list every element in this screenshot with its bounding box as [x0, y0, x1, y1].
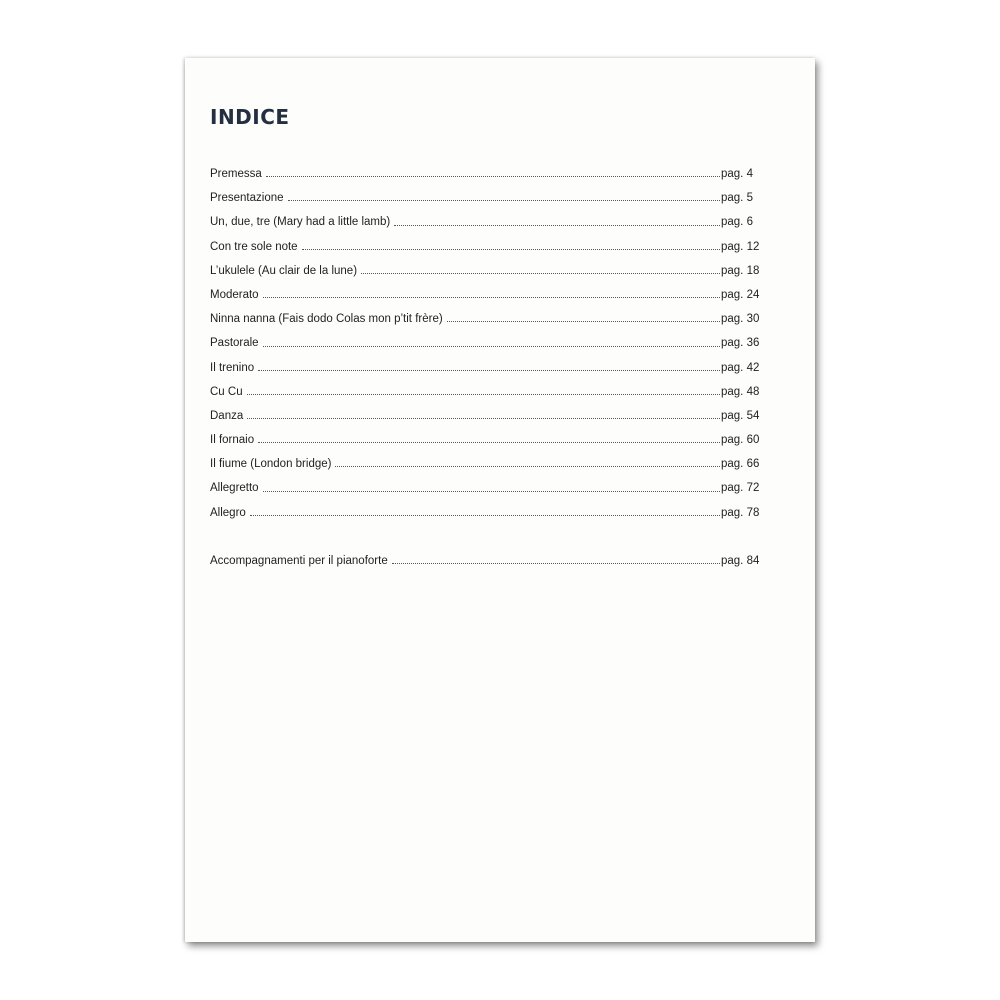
dot-leader [392, 563, 720, 564]
toc-entry-page: pag. 48 [721, 385, 760, 398]
dot-leader [258, 370, 720, 371]
toc-entry-page: pag. 18 [721, 264, 760, 277]
document-page [185, 58, 815, 942]
toc-entry-page: pag. 78 [721, 506, 760, 519]
toc-entry-page: pag. 66 [721, 458, 760, 471]
toc-entry [210, 404, 766, 428]
dot-leader [335, 466, 720, 467]
section-spacer [210, 525, 766, 549]
toc-entry [210, 235, 766, 259]
dot-leader [247, 418, 720, 419]
toc-entry [210, 356, 766, 380]
table-of-contents [210, 162, 766, 573]
toc-entry [210, 428, 766, 452]
toc-entry-page: pag. 54 [721, 409, 760, 422]
dot-leader [288, 200, 720, 201]
dot-leader [361, 273, 720, 274]
dot-leader [263, 346, 720, 347]
toc-entry-page: pag. 60 [721, 434, 760, 447]
toc-entry-page: pag. 72 [721, 482, 760, 495]
toc-entry [210, 210, 766, 234]
toc-entry-page: pag. 30 [721, 313, 760, 326]
dot-leader [266, 176, 720, 177]
toc-entry-page: pag. 5 [721, 192, 753, 205]
toc-entry-page: pag. 4 [721, 168, 753, 180]
toc-entry [210, 380, 766, 404]
dot-leader [247, 394, 720, 395]
toc-entry-page: pag. 84 [721, 554, 760, 567]
dot-leader [447, 321, 720, 322]
toc-entry-title: Allegro [210, 506, 246, 519]
toc-entry [210, 283, 766, 307]
toc-entry-title: Allegretto [210, 482, 259, 495]
toc-appendix-entry [210, 549, 766, 573]
dot-leader [258, 442, 720, 443]
toc-entry-title: Premessa [210, 168, 262, 180]
toc-entry-page: pag. 42 [721, 361, 760, 374]
dot-leader [250, 515, 720, 516]
toc-entry-title: Pastorale [210, 337, 259, 350]
toc-entry-title: Cu Cu [210, 385, 243, 398]
toc-entry-title: Moderato [210, 288, 259, 301]
page-title: INDICE [210, 105, 290, 129]
toc-entry-page: pag. 6 [721, 216, 753, 229]
toc-entry-title: Il fornaio [210, 434, 255, 447]
toc-entry-page: pag. 12 [721, 240, 760, 253]
toc-entry [210, 452, 766, 476]
toc-entry [210, 186, 766, 210]
dot-leader [263, 491, 720, 492]
toc-entry [210, 259, 766, 283]
dot-leader [263, 297, 720, 298]
toc-entry-title: Il fiume (London bridge) [210, 458, 332, 471]
toc-entry [210, 331, 766, 355]
dot-leader [394, 225, 720, 226]
toc-entry [210, 476, 766, 500]
toc-entry-title: Il trenino [210, 361, 255, 374]
toc-entry-title: Un, due, tre (Mary had a little lamb) [210, 216, 391, 229]
dot-leader [302, 249, 720, 250]
toc-entry-page: pag. 36 [721, 337, 760, 350]
toc-entry-page: pag. 24 [721, 288, 760, 301]
toc-entry-title: Presentazione [210, 192, 284, 205]
toc-entry [210, 162, 766, 186]
toc-entry-title: L’ukulele (Au clair de la lune) [210, 264, 358, 277]
toc-entry-title: Con tre sole note [210, 240, 298, 253]
toc-entry-title: Danza [210, 409, 244, 422]
toc-entry-title: Ninna nanna (Fais dodo Colas mon p’tit frère) [210, 313, 443, 326]
toc-entry [210, 501, 766, 525]
toc-entry-title: Accompagnamenti per il pianoforte [210, 554, 388, 567]
toc-entry [210, 307, 766, 331]
